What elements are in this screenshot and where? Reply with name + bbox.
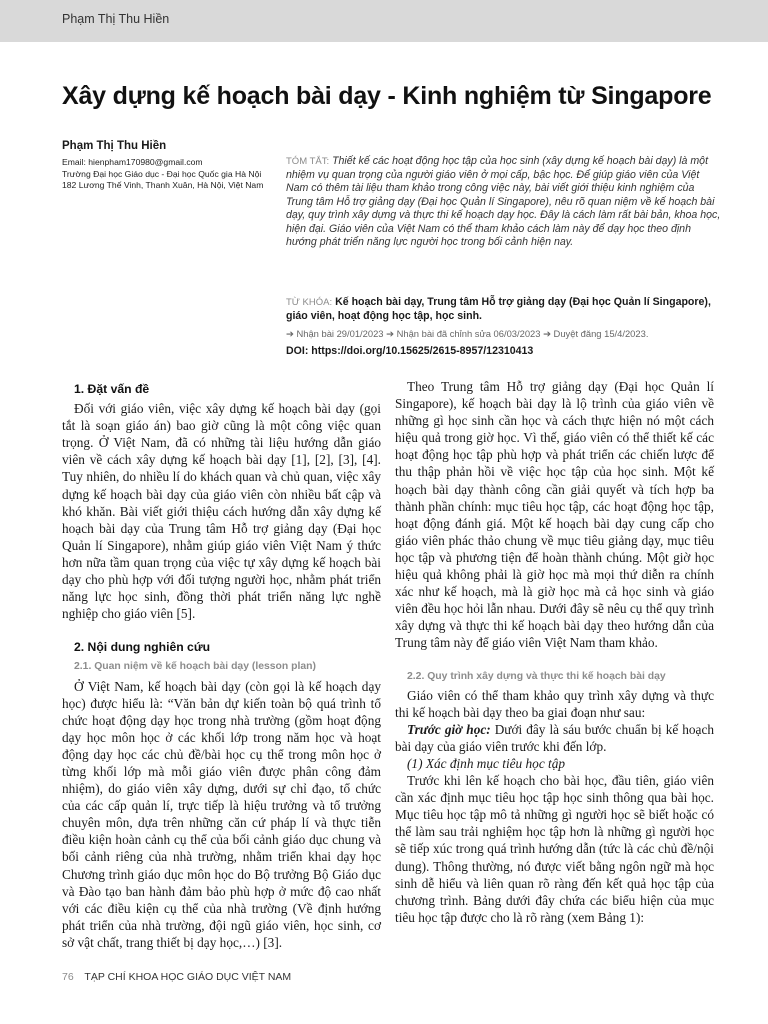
section-2-1-paragraph: Ở Việt Nam, kế hoạch bài dạy (còn gọi là kế hoạch dạy học) được hiểu là: “Văn bản dự kiến toàn bộ quá trình tổ chức hoạt động dạy học trong nhà trường (gồm hoạt động dạy học môn học ở các khối lớp trong năm học và hoạt động dạy học các chủ đề/bài học cụ thể trong môn học ở từng khối lớp mà mỗi giáo viên được phân công đảm nhiệm), do giáo viên xây dựng, dưới sự chỉ đạo, tổ chức của các cấp quản lí, trực tiếp là hiệu trưởng và tổ trưởng chuyên môn, dựa trên những căn cứ pháp lí và thực tiễn điều kiện hoàn cảnh cụ thể của bối cảnh giáo dục chung và bối cảnh riêng của nhà trường, nhằm triển khai dạy học Chương trình giáo dục môn học do Bộ trưởng Bộ Giáo dục và Đào tạo ban hành đảm bảo phù hợp ở mức độ cao nhất với các điều kiện cụ thể của nhà trường (Về định hướng phát triển của nhà trường, đội ngũ giáo viên, học sinh, cơ sở vật chất, trang thiết bị dạy học,…) [3]. xyxy=(62,678,381,950)
right-column xyxy=(395,378,714,926)
doi-link[interactable]: DOI: https://doi.org/10.15625/2615-8957/12310413 xyxy=(286,345,534,357)
running-header xyxy=(0,0,768,42)
spacer xyxy=(62,622,381,636)
abstract-text: Thiết kế các hoạt động học tập của học sinh (xây dựng kế hoạch bài dạy) là một nhiệm vụ quan trọng của người giáo viên ở mọi cấp, bậc học. Để giúp giáo viên của Việt Nam có thêm tài liệu tham khảo trong công việc này, bài viết giới thiệu kinh nghiệm của Trung tâm Hỗ trợ giảng dạy (Đại học Quản lí Singapore), nêu rõ quan niệm về kế hoạch bài dạy, quy trình xây dựng và thực thi kế hoạch dạy học. Đây là cách làm rất bài bản, khoa học, hiện đại. Giáo viên của Việt Nam có thể tham khảo cách làm này để dạy học theo định hướng phát triển năng lực người học trong bối cảnh hiện nay. xyxy=(286,155,721,248)
spacer xyxy=(395,652,714,668)
section-1-paragraph: Đối với giáo viên, việc xây dựng kế hoạch bài dạy (gọi tắt là soạn giáo án) bao giờ cũng là một công việc quan trọng. Ở Việt Nam, đã có những tài liệu hướng dẫn giáo viên về cách xây dựng kế hoạch bài dạy [1], [2], [3], [4]. Tuy nhiên, do nhiều lí do khách quan và chủ quan, việc xây dựng kế hoạch bài dạy của giáo viên còn nhiều bất cập và khó khăn. Bài viết giới thiệu cách hướng dẫn xây dựng kế hoạch bài dạy của Trung tâm Hỗ trợ giảng dạy (Đại học Quản lí Singapore), nhằm giúp giáo viên Việt Nam ý thức hơn nữa tầm quan trọng của việc tự xây dựng kế hoạch bài dạy cho phù hợp với đối tượng người học, nhằm phát triển năng lực học sinh, đồng thời phát triển năng lực nghề nghiệp cho giáo viên [5]. xyxy=(62,401,381,622)
date-revised: ➔ Nhận bài đã chỉnh sửa 06/03/2023 xyxy=(386,328,541,339)
before-class-lead: Trước giờ học: xyxy=(407,721,491,737)
left-column xyxy=(62,378,381,951)
author-affiliation xyxy=(62,157,282,192)
author-name: Phạm Thị Thu Hiền xyxy=(62,140,167,152)
article-dates xyxy=(286,328,726,340)
keywords-label: TỪ KHÓA: xyxy=(286,297,333,308)
section-2-1-heading: 2.1. Quan niệm về kế hoạch bài dạy (lesson plan) xyxy=(74,661,316,673)
section-1-heading: 1. Đặt vấn đề xyxy=(74,382,150,396)
section-2-heading: 2. Nội dung nghiên cứu xyxy=(74,640,211,655)
running-header-author: Phạm Thị Thu Hiền xyxy=(62,12,170,26)
right-paragraph-1: Theo Trung tâm Hỗ trợ giảng dạy (Đại học Quản lí Singapore), kế hoạch bài dạy là lộ trình của giáo viên về những gì học sinh cần học và cách thực hiện nó một cách hiệu quả trong giờ học. Vì thế, giáo viên có thể thiết kế các hoạt động học tập phù hợp và phát triển các chiến lược để thu thập phản hồi về việc học tập của học sinh. Một kế hoạch bài dạy thành công cần giải quyết và tích hợp ba thành phần chính: mục tiêu học tập, các hoạt động học tập, hoạt động đánh giá. Một kế hoạch bài dạy cung cấp cho giáo viên phác thảo chung về mục tiêu giảng dạy, mục tiêu học tập và phương tiện để hoàn thành chúng. Một giờ học hiệu quả không phải là giờ học mà mọi thứ diễn ra chính xác như kế hoạch, mà là giờ học mà cả học sinh và giáo viên đều học hỏi lẫn nhau. Dưới đây sẽ nêu cụ thể quy trình xây dựng và thực thi kế hoạch bài dạy theo hướng dẫn của Trung tâm này để giáo viên Việt Nam tham khảo. xyxy=(395,379,714,651)
journal-name: TẠP CHÍ KHOA HỌC GIÁO DỤC VIỆT NAM xyxy=(84,971,292,983)
author-email[interactable]: Email: hienpham170980@gmail.com xyxy=(62,157,203,167)
abstract-label: TÓM TẮT: xyxy=(286,156,330,167)
section-2-2-paragraph: Giáo viên có thể tham khảo quy trình xây dựng và thực thi kế hoạch bài dạy theo ba giai đoạn như sau: xyxy=(395,687,714,720)
date-received: ➔ Nhận bài 29/01/2023 xyxy=(286,328,384,339)
affiliation-line-1: Trường Đại học Giáo dục - Đại học Quốc gia Hà Nội xyxy=(62,168,262,179)
before-class-paragraph xyxy=(395,721,714,755)
keywords-text: Kế hoạch bài dạy, Trung tâm Hỗ trợ giảng dạy (Đại học Quản lí Singapore), giáo viên, hoạt động học tập, học sinh. xyxy=(286,296,711,322)
section-2-2-heading: 2.2. Quy trình xây dựng và thực thi kế hoạch bài dạy xyxy=(407,670,666,682)
abstract xyxy=(286,155,724,250)
step-1-paragraph: Trước khi lên kế hoạch cho bài học, đầu tiên, giáo viên cần xác định mục tiêu học tập học sinh thông qua bài học. Mục tiêu học tập mô tả những gì người học sẽ biết hoặc có thể làm sau trải nghiệm học tập hơn là những gì người học sẽ tiếp xúc trong quá trình hướng dẫn (tức là các chủ đề/nội dung). Thông thường, nó được viết bằng ngôn ngữ mà học sinh dễ hiểu và liên quan rõ ràng đến kết quả học tập của chương trình. Bảng dưới đây chứa các biểu hiện của mục tiêu học tập được cho là rõ ràng (xem Bảng 1): xyxy=(395,773,714,925)
page-number: 76 xyxy=(62,971,74,983)
affiliation-line-2: 182 Lương Thế Vinh, Thanh Xuân, Hà Nội, Việt Nam xyxy=(62,180,264,190)
before-class-text: Dưới đây là sáu bước chuẩn bị kế hoạch bài dạy của giáo viên trước khi đến lớp. xyxy=(395,721,715,754)
keywords xyxy=(286,296,724,323)
article-title: Xây dựng kế hoạch bài dạy - Kinh nghiệm từ Singapore xyxy=(62,82,712,110)
date-published: ➔ Duyệt đăng 15/4/2023. xyxy=(543,328,649,339)
step-1-heading: (1) Xác định mục tiêu học tập xyxy=(407,755,566,771)
page-footer xyxy=(62,971,291,983)
